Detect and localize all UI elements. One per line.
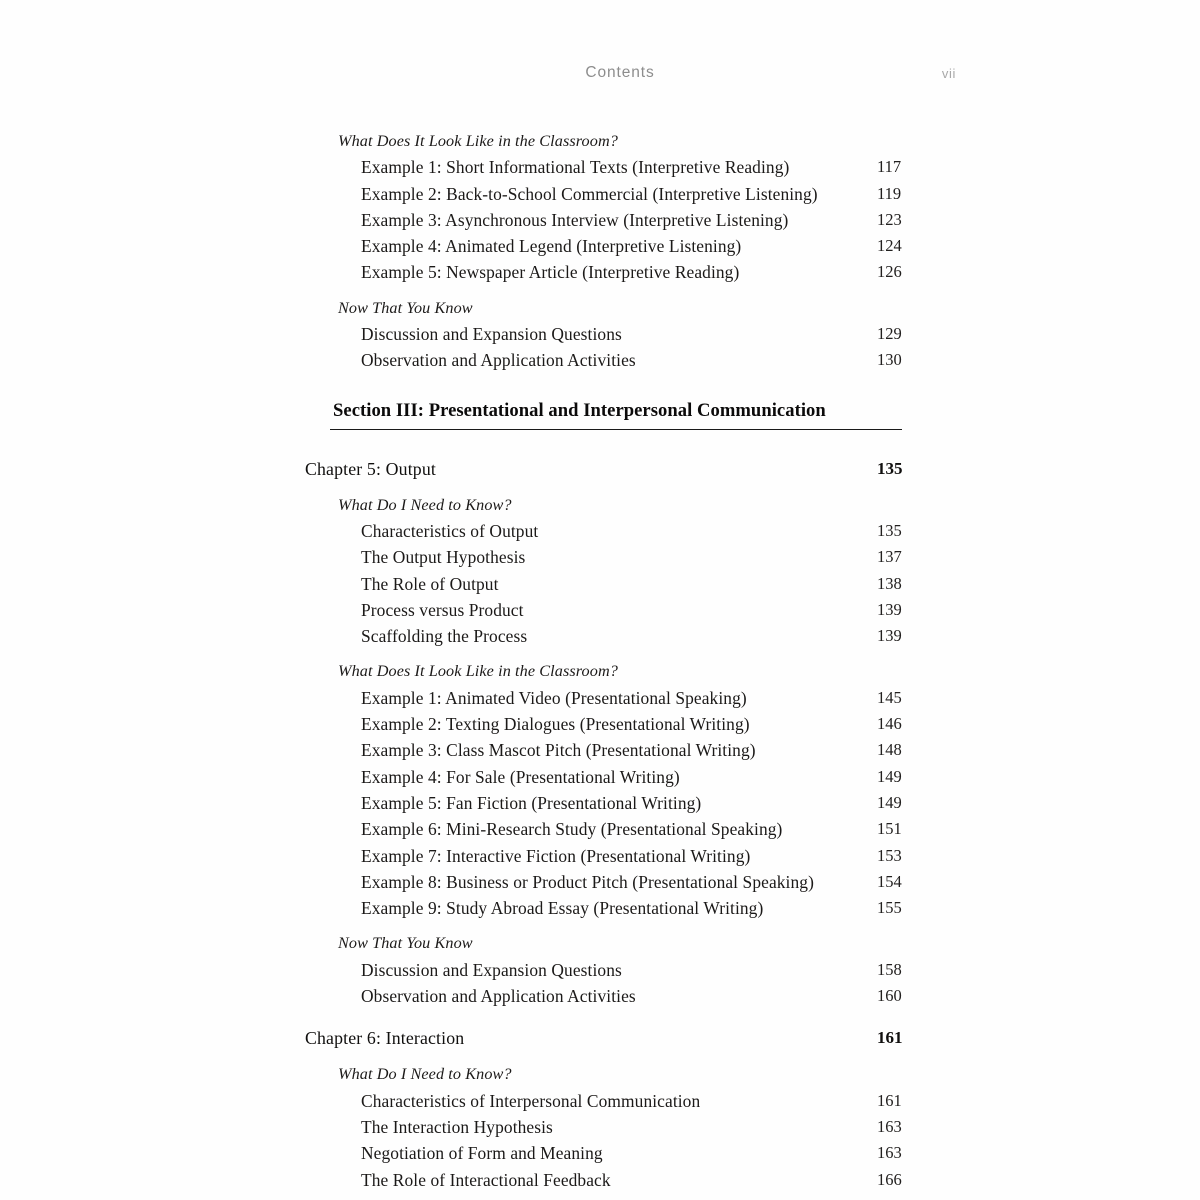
toc-entry[interactable] (0, 347, 1200, 373)
toc-entry-label: Example 3: Class Mascot Pitch (Presentational Writing) (361, 740, 756, 761)
toc-entry[interactable] (0, 737, 1200, 763)
toc-entry-label: Example 7: Interactive Fiction (Presentational Writing) (361, 845, 751, 866)
toc-entry-label: Characteristics of Interpersonal Communication (361, 1090, 701, 1111)
toc-entry-page-number: 158 (877, 959, 902, 979)
toc-entry-label: Negotiation of Form and Meaning (361, 1143, 603, 1164)
toc-entry-label: The Role of Output (361, 573, 499, 594)
toc-entry-page-number: 146 (877, 714, 902, 734)
toc-entry-label: The Interaction Hypothesis (361, 1116, 553, 1137)
spacer (0, 1009, 1200, 1024)
toc-entry[interactable] (0, 597, 1200, 623)
toc-entry-page-number: 138 (877, 573, 902, 593)
toc-entry-page-number: 155 (877, 898, 902, 918)
toc-entry-page-number: 151 (877, 819, 902, 839)
toc-entry-page-number: 153 (877, 845, 902, 865)
toc-entry-label: Characteristics of Output (361, 520, 539, 541)
spacer (0, 649, 1200, 658)
toc-section-heading-label: Section III: Presentational and Interpersonal Communication (333, 399, 826, 421)
toc-subheading-label: What Do I Need to Know? (338, 1065, 512, 1084)
toc-chapter-page-number: 161 (877, 1028, 903, 1048)
toc-entry[interactable] (0, 685, 1200, 711)
toc-entry-label: The Role of Interactional Feedback (361, 1169, 611, 1190)
toc-chapter-entry[interactable] (0, 455, 1200, 483)
section-divider-rule (330, 429, 902, 431)
toc-entry-label: Example 2: Texting Dialogues (Presentational Writing) (361, 714, 750, 735)
toc-entry-label: Example 6: Mini-Research Study (Presentational Speaking) (361, 819, 783, 840)
toc-entry-label: Example 1: Short Informational Texts (Interpretive Reading) (361, 157, 790, 178)
toc-entry-page-number: 129 (877, 324, 902, 344)
toc-entry[interactable] (0, 816, 1200, 842)
toc-entry[interactable] (0, 764, 1200, 790)
toc-entry[interactable] (0, 983, 1200, 1009)
toc-entry[interactable] (0, 1140, 1200, 1166)
toc-chapter-page-number: 135 (877, 458, 903, 478)
toc-subheading-label: Now That You Know (338, 298, 473, 317)
toc-entry[interactable] (0, 154, 1200, 180)
toc-entry-page-number: 160 (877, 986, 902, 1006)
running-head (300, 64, 956, 90)
toc-entry[interactable] (0, 1114, 1200, 1140)
toc-subheading (0, 1061, 1200, 1087)
toc-entry[interactable] (0, 790, 1200, 816)
toc-entry-label: Example 8: Business or Product Pitch (Presentational Speaking) (361, 871, 814, 892)
spacer (0, 483, 1200, 492)
toc-entry-page-number: 124 (877, 236, 902, 256)
toc-subheading-label: What Do I Need to Know? (338, 495, 512, 514)
toc-section-heading (0, 396, 1200, 440)
toc-entry-page-number: 161 (877, 1090, 902, 1110)
spacer (0, 921, 1200, 930)
spacer (0, 1052, 1200, 1061)
toc-entry-page-number: 163 (877, 1143, 902, 1163)
toc-entry[interactable] (0, 869, 1200, 895)
toc-entry-page-number: 139 (877, 626, 902, 646)
toc-entry-page-number: 145 (877, 687, 902, 707)
toc-entry-page-number: 149 (877, 766, 902, 786)
spacer (0, 286, 1200, 295)
toc-entry[interactable] (0, 1167, 1200, 1193)
toc-entry[interactable] (0, 843, 1200, 869)
toc-subheading-label: Now That You Know (338, 934, 473, 953)
toc-entry[interactable] (0, 571, 1200, 597)
toc-entry-page-number: 154 (877, 871, 902, 891)
toc-entry-label: Example 9: Study Abroad Essay (Presentational Writing) (361, 898, 764, 919)
toc-subheading-label: What Does It Look Like in the Classroom? (338, 132, 618, 150)
toc-subheading-label: What Does It Look Like in the Classroom? (338, 662, 618, 681)
toc-entry-page-number: 126 (877, 262, 902, 282)
toc-entry-page-number: 163 (877, 1116, 902, 1136)
toc-entry-page-number: 148 (877, 740, 902, 760)
toc-entry-label: Process versus Product (361, 599, 524, 620)
toc-entry-page-number: 166 (877, 1169, 902, 1189)
toc-entry-label: Example 5: Newspaper Article (Interpretive Reading) (361, 262, 740, 283)
toc-entry-page-number: 135 (877, 520, 902, 540)
toc-entry[interactable] (0, 544, 1200, 570)
toc-entry-label: Example 4: Animated Legend (Interpretive Listening) (361, 236, 742, 257)
toc-subheading (0, 492, 1200, 518)
toc-entry-label: Example 1: Animated Video (Presentational Speaking) (361, 687, 747, 708)
toc-subheading (0, 658, 1200, 684)
toc-entry-label: Discussion and Expansion Questions (361, 959, 622, 980)
toc-subheading (0, 128, 1200, 154)
toc-entry-page-number: 149 (877, 792, 902, 812)
spacer (0, 440, 1200, 455)
toc-chapter-label: Chapter 6: Interaction (305, 1028, 465, 1049)
toc-entry-page-number: 123 (877, 209, 902, 229)
toc-entry[interactable] (0, 321, 1200, 347)
table-of-contents (0, 128, 1200, 1193)
toc-entry-label: Scaffolding the Process (361, 626, 528, 647)
toc-entry-label: Observation and Application Activities (361, 350, 636, 371)
toc-entry-label: Observation and Application Activities (361, 986, 636, 1007)
toc-entry[interactable] (0, 518, 1200, 544)
toc-entry-label: Example 5: Fan Fiction (Presentational Writing) (361, 792, 702, 813)
toc-chapter-label: Chapter 5: Output (305, 458, 436, 479)
toc-entry[interactable] (0, 895, 1200, 921)
toc-entry-page-number: 139 (877, 599, 902, 619)
running-head-title: Contents (585, 64, 655, 81)
toc-entry-page-number: 117 (877, 157, 902, 177)
toc-entry-label: The Output Hypothesis (361, 547, 526, 568)
toc-chapter-entry[interactable] (0, 1024, 1200, 1052)
toc-entry[interactable] (0, 623, 1200, 649)
toc-entry-page-number: 137 (877, 547, 902, 567)
toc-entry[interactable] (0, 207, 1200, 233)
toc-entry[interactable] (0, 233, 1200, 259)
toc-entry-page-number: 130 (877, 350, 902, 370)
toc-subheading (0, 930, 1200, 956)
toc-subheading (0, 295, 1200, 321)
toc-entry[interactable] (0, 259, 1200, 285)
toc-entry-label: Example 4: For Sale (Presentational Writing) (361, 766, 680, 787)
toc-entry[interactable] (0, 957, 1200, 983)
toc-entry-label: Example 2: Back-to-School Commercial (Interpretive Listening) (361, 183, 818, 204)
toc-entry[interactable] (0, 711, 1200, 737)
toc-entry[interactable] (0, 1088, 1200, 1114)
running-head-folio: vii (941, 66, 956, 81)
toc-entry[interactable] (0, 181, 1200, 207)
toc-entry-label: Example 3: Asynchronous Interview (Interpretive Listening) (361, 209, 789, 230)
toc-entry-label: Discussion and Expansion Questions (361, 324, 622, 345)
spacer (0, 374, 1200, 396)
toc-entry-page-number: 119 (877, 183, 902, 203)
